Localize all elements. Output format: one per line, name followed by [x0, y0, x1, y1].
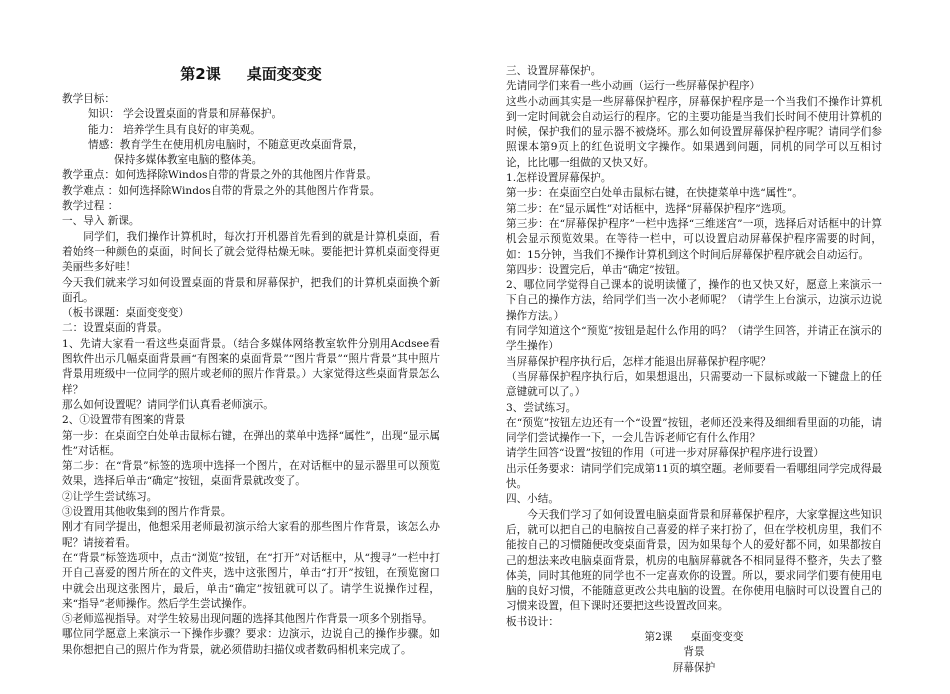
left-paragraph: 一、导入 新课。 [62, 215, 140, 228]
lesson-topic: 桌面变变变 [246, 65, 322, 83]
right-paragraph: 这些小动画其实是一些屏幕保护程序，屏幕保护程序是一个当我们不操作计算机到一定时间就会自动运行的程序。它的主要功能是当我们长时间不使用计算机的时候，保护我们的显示器不被烧坏。那么如何设置屏幕保护程序呢？请同学们参照课本第9页上的红色说明文字操作。如果遇到问题，同机的同学可以互相讨论，比比哪一组做的又快又好。 [506, 95, 882, 169]
right-paragraph: 请学生回答“设置”按钮的作用（可进一步对屏幕保护程序进行设置） [506, 447, 825, 460]
board-design [506, 630, 882, 676]
board-lesson: 第2课 [644, 630, 673, 643]
board-title [506, 630, 882, 645]
left-paragraph: （板书课题：桌面变变变） [62, 307, 190, 320]
left-paragraph: 第一步：在桌面空白处单击鼠标右键，在弹出的菜单中选择“属性”，出现“显示属性”对话框。 [62, 429, 440, 457]
right-paragraph: 先请同学们来看一些小动画（运行一些屏幕保护程序） [506, 80, 761, 93]
right-paragraph: （当屏幕保护程序执行后，如果想退出，只需要动一下鼠标或敲一下键盘上的任意键就可以了。） [506, 370, 882, 399]
left-paragraph: 在“背景”标签选项中，点击“浏览”按钮，在“打开”对话框中，从“搜寻”一栏中打开自己喜爱的图片所在的文件夹，选中这张图片，单击“打开”按钮，在预览窗口中就会出现这张图片，最后，单击“确定”按钮就可以了。请学生说操作过程，来“指导”老师操作。然后学生尝试操作。 [62, 551, 440, 610]
right-paragraph: 第二步：在“显示属性”对话框中，选择“屏幕保护程序”选项。 [506, 202, 793, 215]
left-paragraph: 第二步：在“背景”标签的选项中选择一个图片，在对话框中的显示器里可以预览效果，选择后单击“确定”按钮，桌面背景就改变了。 [62, 460, 440, 488]
right-paragraph: 今天我们学习了如何设置电脑桌面背景和屏幕保护程序，大家掌握这些知识后，就可以把自己的电脑按自己喜爱的样子来打扮了，但在学校机房里，我们不能按自己的习惯随便改变桌面背景，因为如果每个人的爱好都不同，如果都按自己的想法来改电脑桌面背景，机房的电脑屏幕就各不相同显得不整齐，失去了整体美，同时其他班的同学也不一定喜欢你的设置。所以，要求同学们要有使用电脑的良好习惯，不能随意更改公共电脑的设置。在你使用电脑时可以设置自己的习惯来设置，但下课时还要把这些设置改回来。 [506, 508, 882, 613]
left-paragraph: 二：设置桌面的背景。 [62, 322, 168, 335]
left-paragraph: 能力： 培养学生具有良好的审美观。 [88, 123, 261, 136]
right-paragraph: 2、哪位同学觉得自己课本的说明读懂了，操作的也又快又好，愿意上来演示一下自己的操作方法，给同学们当一次小老师呢？（请学生上台演示，边演示边说操作方法。） [506, 279, 882, 322]
left-paragraph: 教学目标： [62, 93, 115, 105]
left-paragraph: ②让学生尝试练习。 [62, 490, 158, 503]
left-column [62, 64, 440, 658]
right-paragraph: 第三步：在“屏幕保护程序”一栏中选择“三维迷宫”一项，选择后对话框中的计算机会显示预览效果。在等待一栏中，可以设置启动屏幕保护程序需要的时间，如：15分钟，当我们不操作计算机到这个时间后屏幕保护程序就会自动运行。 [506, 217, 882, 261]
right-paragraph: 板书设计： [506, 615, 559, 628]
right-column [506, 64, 882, 676]
left-paragraph: 1、先请大家看一看这些桌面背景。（结合多媒体网络教室软件分别用Acdsee看图软件出示几幅桌面背景画“有图案的桌面背景”“图片背景”“照片背景”其中照片背景用班级中一位同学的照片或老师的照片作背景。）大家觉得这些桌面背景怎么样？ [62, 337, 440, 396]
left-paragraph: 哪位同学愿意上来演示一下操作步骤？要求：边演示，边说自己的操作步骤。如果你想把自己的照片作为背景，就必须借助扫描仪或者数码相机来完成了。 [62, 628, 440, 656]
left-paragraph: 保持多媒体教室电脑的整体美。 [114, 154, 263, 167]
lesson-title [62, 64, 440, 84]
left-paragraph: 那么如何设置呢？请同学们认真看老师演示。 [62, 398, 274, 411]
left-paragraph: 教学过程 ： [62, 200, 119, 213]
left-paragraph: ⑤老师巡视指导。对学生较易出现问题的选择其他图片作背景一项多个别指导。 [62, 613, 433, 626]
right-paragraph: 当屏幕保护程序执行后，怎样才能退出屏幕保护程序呢？ [506, 355, 771, 368]
board-line-screensaver: 屏幕保护 [672, 661, 716, 674]
board-topic: 桌面变变变 [690, 630, 744, 643]
right-paragraph: 3、尝试练习。 [506, 401, 577, 414]
right-paragraph: 四、小结。 [506, 493, 559, 506]
right-paragraph: 第四步：设置完后，单击“确定”按钮。 [506, 263, 687, 276]
right-paragraph: 有同学知道这个“预览”按钮是起什么作用的吗？（请学生回答，并请正在演示的学生操作） [506, 325, 882, 353]
left-paragraph: 今天我们就来学习如何设置桌面的背景和屏幕保护，把我们的计算机桌面换个新面孔。 [62, 276, 440, 304]
right-paragraph: 1.怎样设置屏幕保护。 [506, 172, 612, 185]
board-line-background: 背景 [683, 646, 705, 659]
left-paragraph: 刚才有同学提出，他想采用老师最初演示给大家看的那些图片作背景，该怎么办呢？请接着看。 [62, 521, 440, 549]
right-paragraph: 第一步：在桌面空白处单击鼠标右键，在快捷菜单中选“属性”。 [506, 187, 803, 200]
lesson-number: 第2课 [180, 65, 221, 83]
right-paragraph: 三、设置屏幕保护。 [506, 65, 602, 77]
left-paragraph: 情感：教育学生在使用机房电脑时，不随意更改桌面背景， [88, 138, 364, 151]
left-paragraph: 教学难点 ：如何选择除Windos自带的背景之外的其他图片作背景。 [62, 184, 381, 197]
left-paragraph: ③设置用其他收集到的图片作背景。 [62, 506, 232, 519]
right-paragraph: 出示任务要求：请同学们完成第11页的填空题。老师要看一看哪组同学完成得最快。 [506, 462, 882, 491]
left-paragraph: 同学们，我们操作计算机时，每次打开机器首先看到的就是计算机桌面，看着始终一种颜色的桌面，时间长了就会觉得枯燥无味。要能把计算机桌面变得更美丽些多好哇！ [62, 230, 440, 274]
left-paragraph: 教学重点：如何选择除Windos自带的背景之外的其他图片作背景。 [62, 169, 377, 182]
right-paragraph: 在“预览”按钮左边还有一个“设置”按钮，老师还没来得及细细看里面的功能，请同学们尝试操作一下，一会儿告诉老师它有什么作用？ [506, 416, 882, 445]
left-paragraph: 2、①设置带有图案的背景 [62, 414, 186, 427]
left-paragraph: 知识： 学会设置桌面的背景和屏幕保护。 [88, 108, 283, 121]
